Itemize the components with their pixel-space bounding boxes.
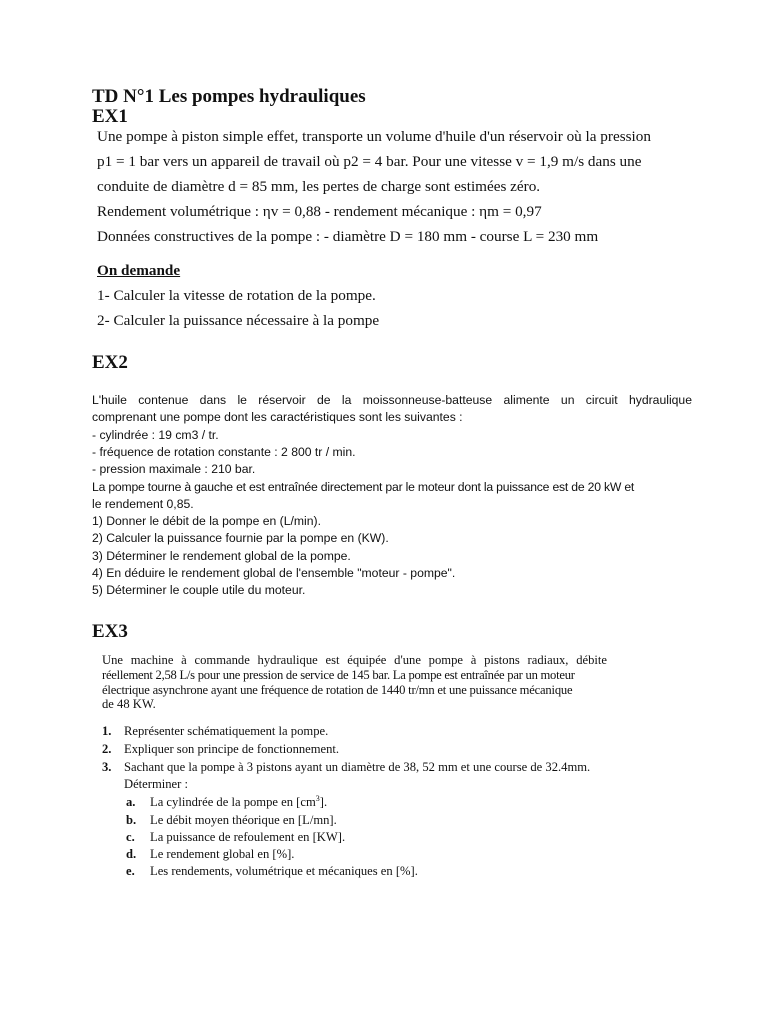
superscript: 3 [315,793,320,803]
item-text: Représenter schématiquement la pompe. [124,724,329,738]
ex1-line: Données constructives de la pompe : - diamètre D = 180 mm - course L = 230 mm [97,228,599,245]
item-number: 3. [102,760,112,774]
subitem-letter: d. [126,847,137,861]
ex2-line: comprenant une pompe dont les caractéristiques sont les suivantes : [92,410,463,424]
ex3-item [102,724,328,739]
subitem-letter: e. [126,864,135,878]
item-text: Expliquer son principe de fonctionnement. [124,742,340,756]
ex2-line: - cylindrée : 19 cm3 / tr. [92,428,219,442]
subitem-text: Le débit moyen théorique en [L/mn]. [150,813,337,827]
ex1-line: Une pompe à piston simple effet, transporte un volume d'huile d'un réservoir où la pression [97,128,651,145]
ex3-line: réellement 2,58 L/s pour une pression de service de 145 bar. La pompe est entraînée par un moteur [102,668,575,682]
ex1-line: Rendement volumétrique : ηv = 0,88 - rendement mécanique : ηm = 0,97 [97,203,542,220]
ex2-heading: EX2 [92,352,128,373]
determiner-label: Déterminer : [124,777,188,791]
on-demande-heading: On demande [97,262,181,279]
subitem-letter: b. [126,813,137,827]
ex2-question: 3) Déterminer le rendement global de la pompe. [92,549,351,563]
document-title: TD N°1 Les pompes hydrauliques [92,86,366,107]
ex3-heading: EX3 [92,621,128,642]
ex1-heading: EX1 [92,106,128,127]
ex1-line: p1 = 1 bar vers un appareil de travail où p2 = 4 bar. Pour une vitesse v = 1,9 m/s dans une [97,153,642,170]
ex1-question: 1- Calculer la vitesse de rotation de la pompe. [97,287,376,304]
ex2-question: 5) Déterminer le couple utile du moteur. [92,583,306,597]
ex3-line: Une machine à commande hydraulique est équipée d'une pompe à pistons radiaux, débite [102,653,607,667]
ex3-subitem [126,795,327,810]
subitem-letter: a. [126,795,136,809]
ex3-subitem [126,813,337,828]
ex1-question: 2- Calculer la puissance nécessaire à la pompe [97,312,380,329]
ex1-line: conduite de diamètre d = 85 mm, les pertes de charge sont estimées zéro. [97,178,541,195]
ex2-line: L'huile contenue dans le réservoir de la moissonneuse-batteuse alimente un circuit hydraulique [92,393,692,407]
subitem-text: Le rendement global en [%]. [150,847,295,861]
subitem-letter: c. [126,830,135,844]
ex2-line: - fréquence de rotation constante : 2 800 tr / min. [92,445,356,459]
ex3-subitem [126,830,345,845]
ex3-line: de 48 KW. [102,697,156,711]
subitem-text: La puissance de refoulement en [KW]. [150,830,346,844]
ex2-question: 1) Donner le débit de la pompe en (L/min). [92,514,321,528]
item-number: 1. [102,724,112,738]
ex2-line: le rendement 0,85. [92,497,194,511]
ex3-item [102,760,590,775]
subitem-text-end: ]. [319,795,328,809]
ex3-item [102,742,339,757]
ex2-question: 4) En déduire le rendement global de l'ensemble "moteur - pompe". [92,566,456,580]
ex3-subitem [126,864,418,879]
ex2-line: - pression maximale : 210 bar. [92,462,256,476]
item-text: Sachant que la pompe à 3 pistons ayant un diamètre de 38, 52 mm et une course de 32.4mm. [124,760,591,774]
ex2-question: 2) Calculer la puissance fournie par la pompe en (KW). [92,531,389,545]
ex2-line: La pompe tourne à gauche et est entraînée directement par le moteur dont la puissance est de 20 kW et [92,480,635,494]
ex3-line: électrique asynchrone ayant une fréquence de rotation de 1440 tr/mn et une puissance mécanique [102,683,573,697]
subitem-text: La cylindrée de la pompe en [cm [150,795,316,809]
item-number: 2. [102,742,112,756]
ex3-subitem [126,847,294,862]
subitem-text: Les rendements, volumétrique et mécaniques en [%]. [150,864,418,878]
